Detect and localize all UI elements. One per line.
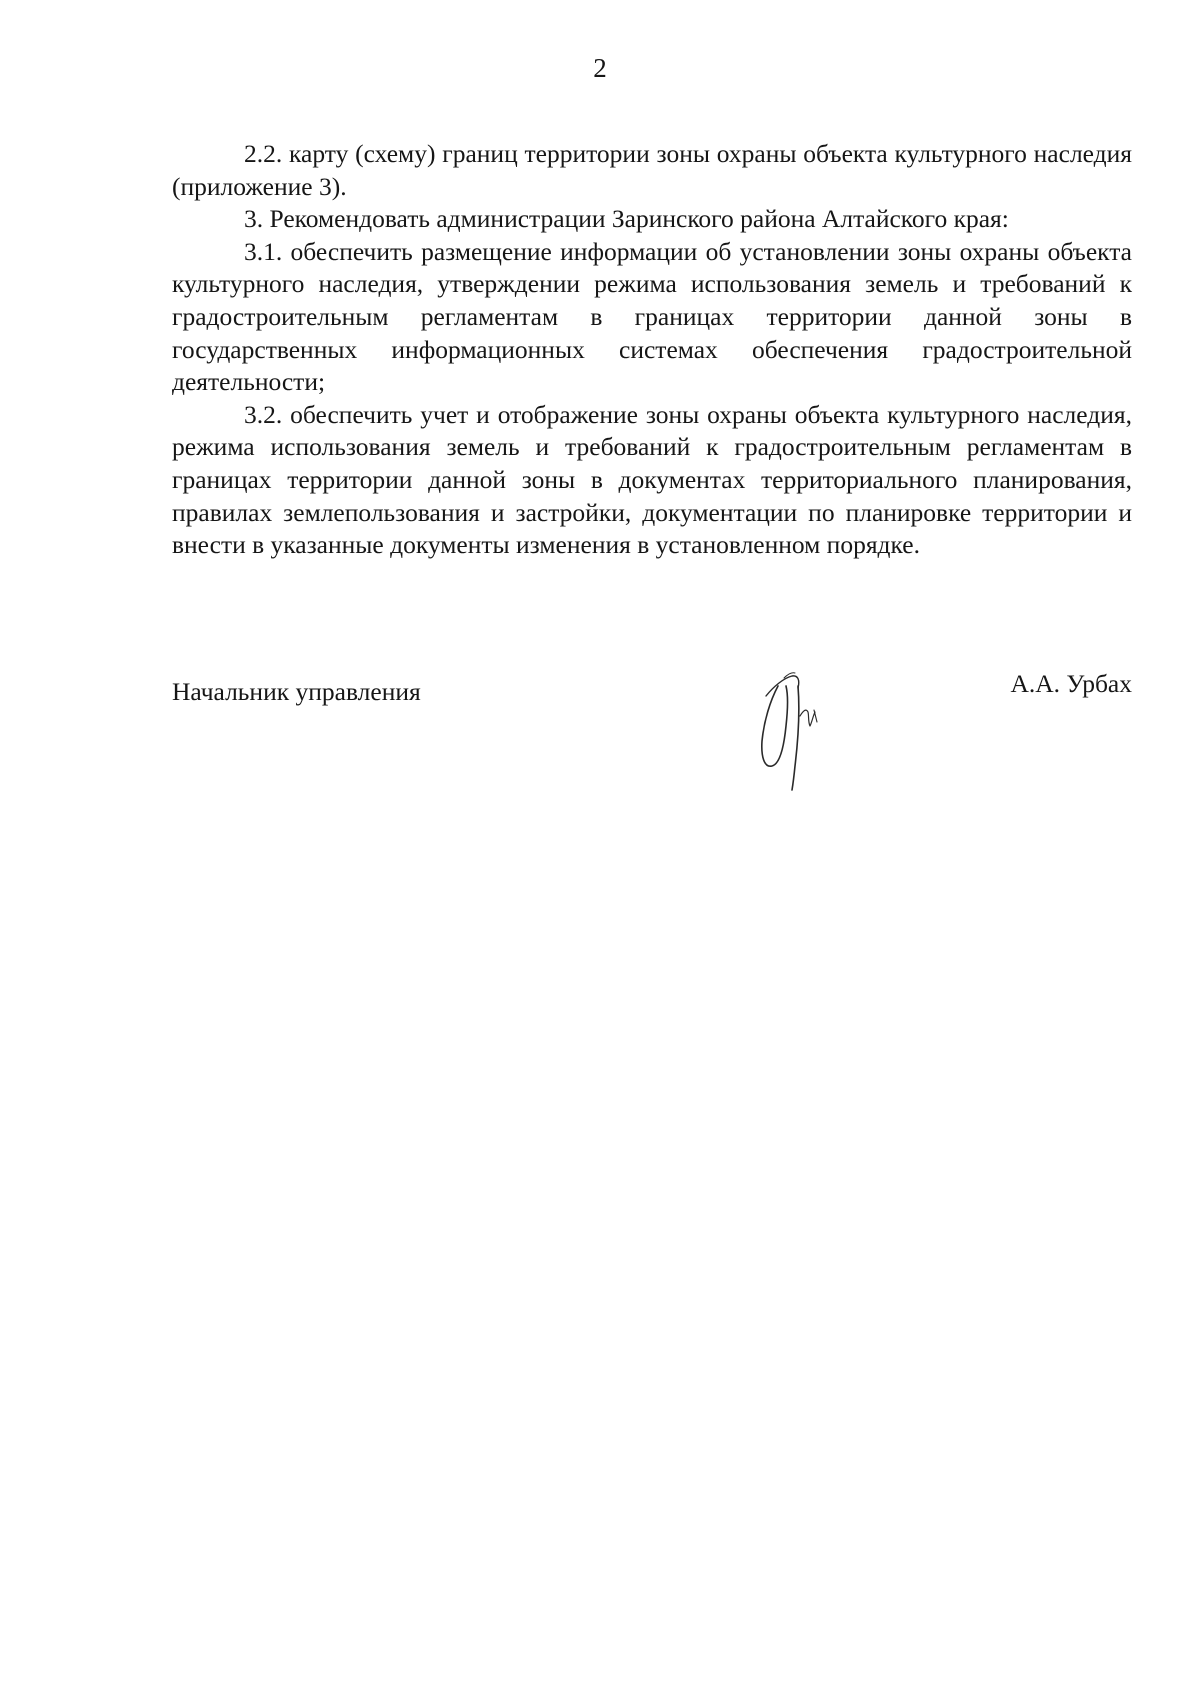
signatory-position: Начальник управления — [172, 677, 421, 706]
signatory-name: А.А. Урбах — [1010, 669, 1132, 698]
page-number: 2 — [593, 53, 607, 83]
paragraph-3: 3. Рекомендовать администрации Заринского района Алтайского края: — [244, 204, 1009, 234]
paragraph-3-1: 3.1. обеспечить размещение информации об установлении зоны охраны объекта культурного наследия, утверждении режима использования земель и требований к градостроительным регламентам в границах территории данной зоны в государственных информационных системах обеспечения градостроительной деятельности; — [172, 236, 1132, 397]
document-body — [172, 138, 1132, 562]
paragraph-2-2: 2.2. карту (схему) границ территории зоны охраны объекта культурного наследия (приложение 3). — [172, 139, 1132, 201]
signature-icon — [740, 656, 850, 796]
paragraph-3-2: 3.2. обеспечить учет и отображение зоны охраны объекта культурного наследия, режима использования земель и требований к градостроительным регламентам в границах территории данной зоны в документах территориального планирования, правилах землепользования и застройки, документации по планировке территории и внести в указанные документы изменения в установленном порядке. — [172, 399, 1132, 560]
signature-block — [172, 668, 1132, 798]
